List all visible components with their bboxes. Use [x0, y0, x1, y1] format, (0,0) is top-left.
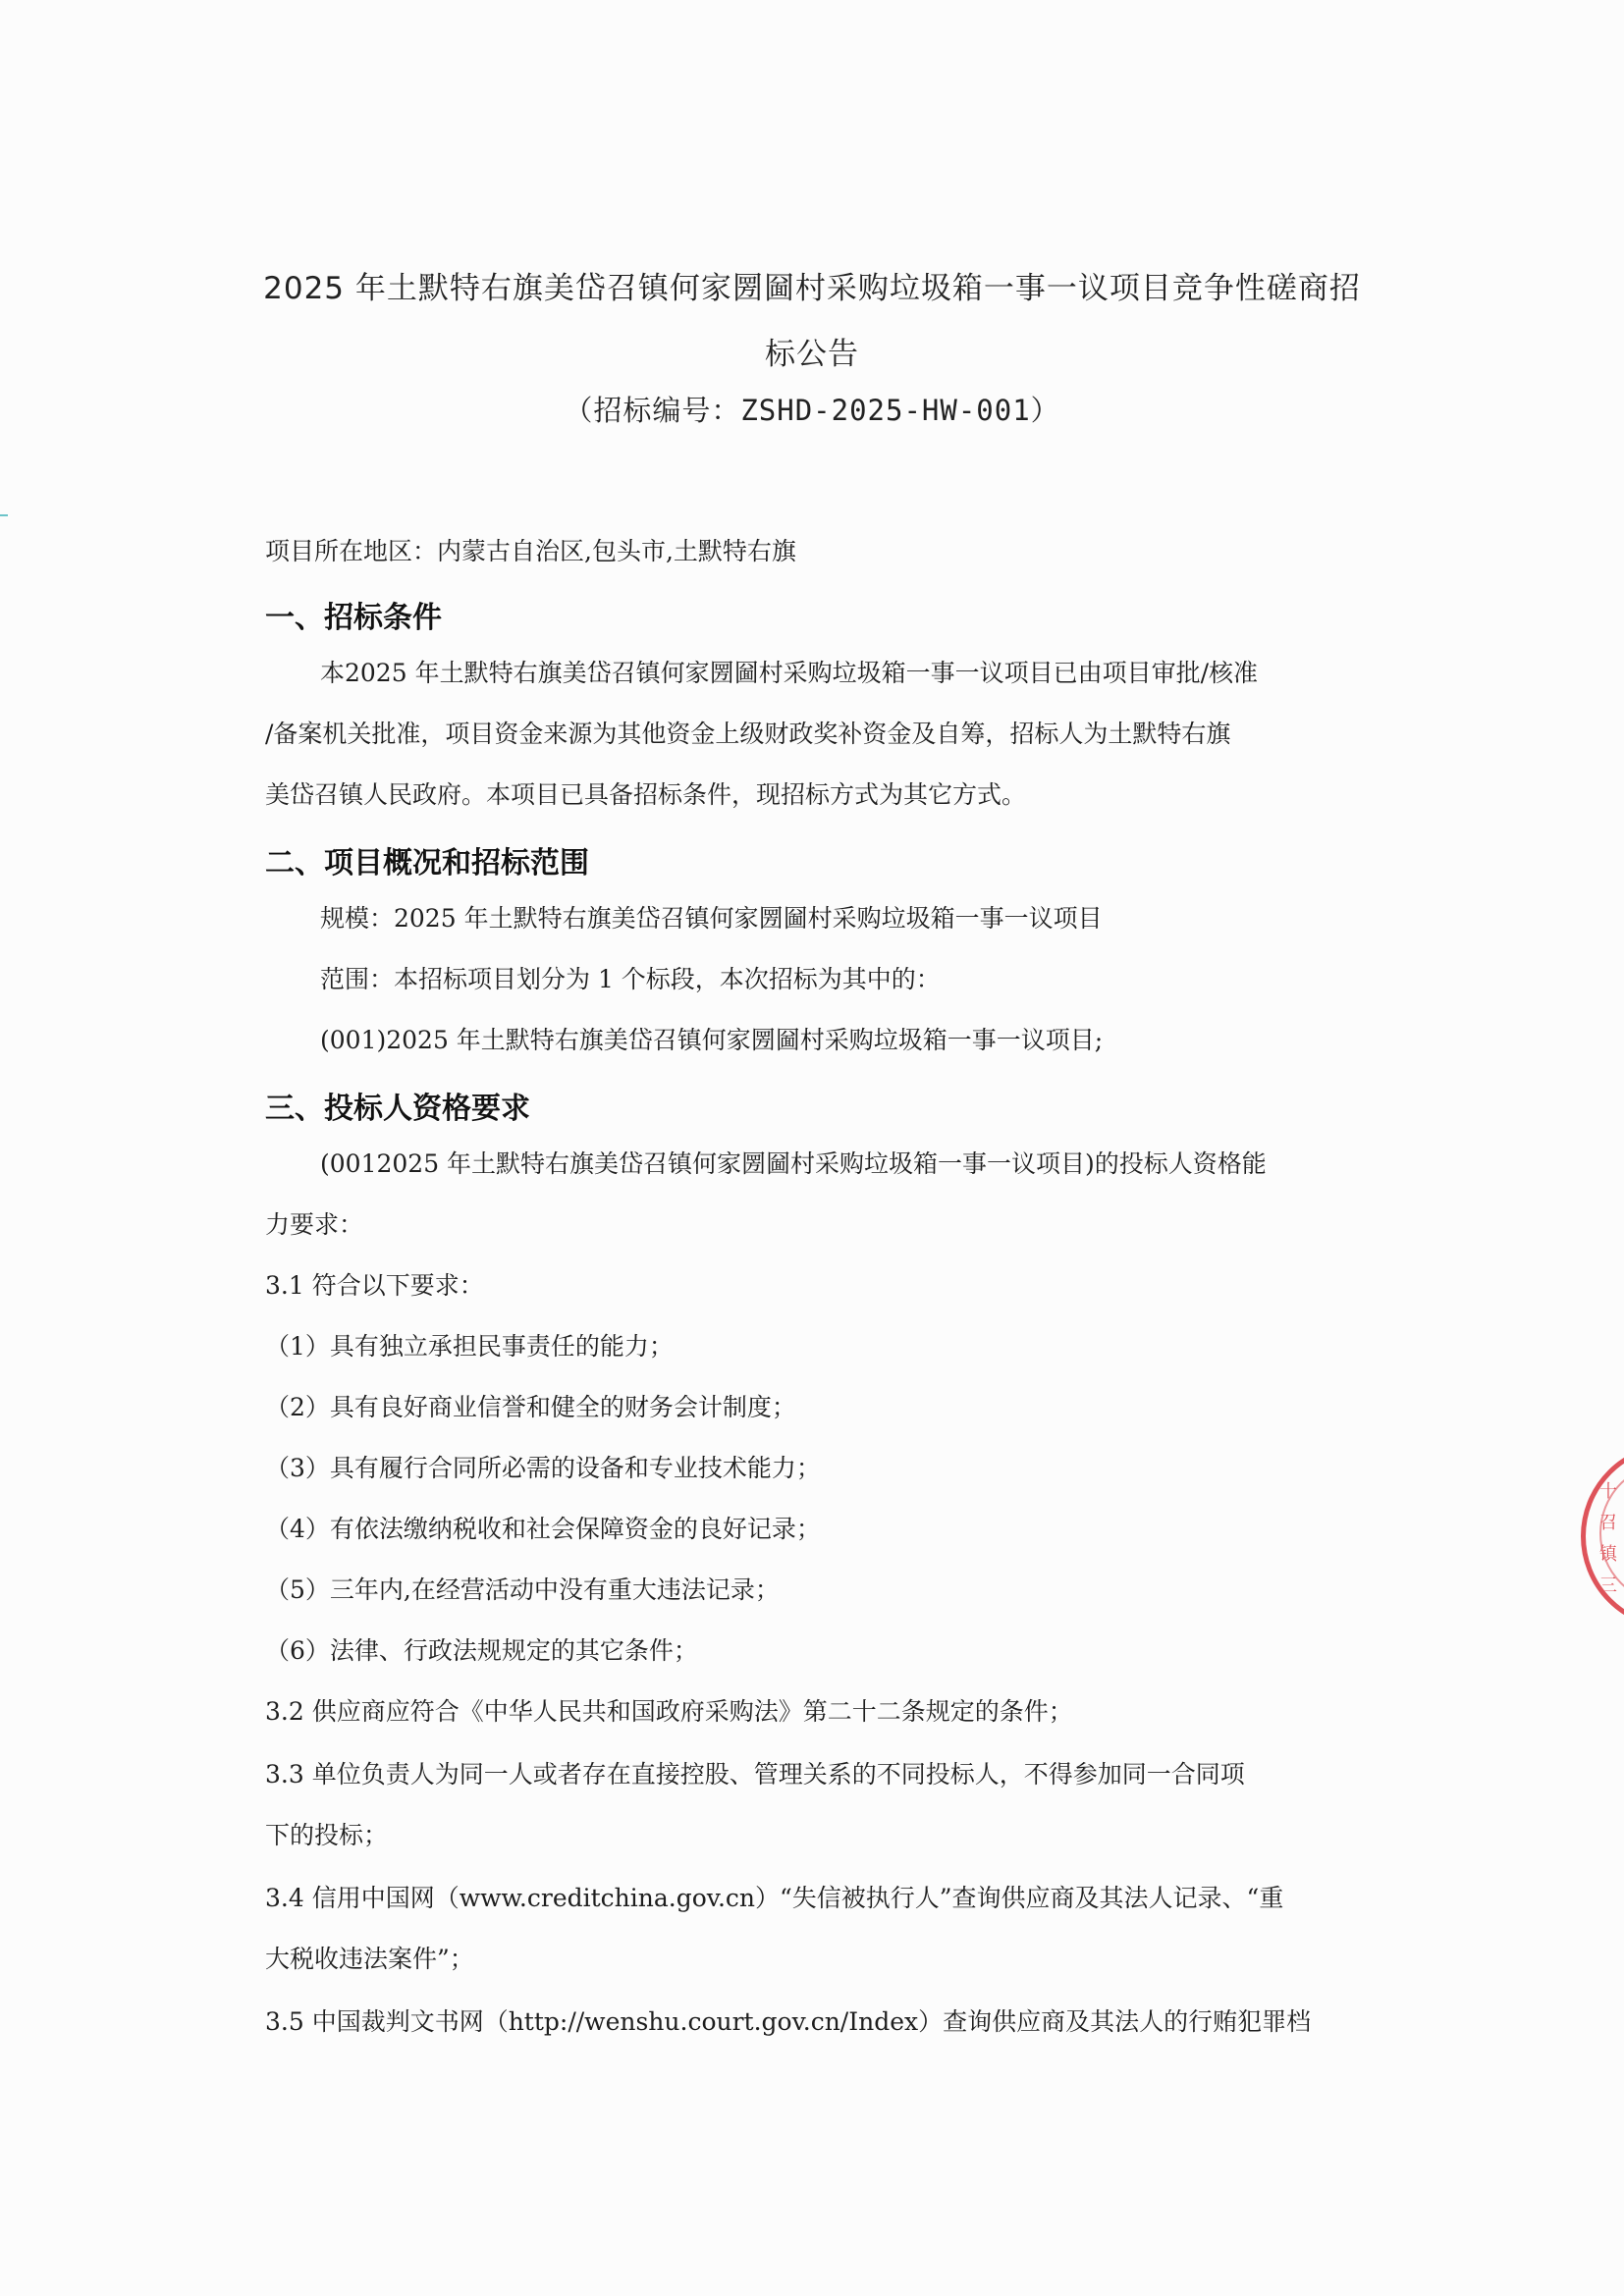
- requirement-item: （6）法律、行政法规规定的其它条件；: [265, 1636, 698, 1665]
- section2-scope: 范围：本招标项目划分为 1 个标段，本次招标为其中的：: [320, 965, 941, 993]
- section1-para-line3: 美岱召镇人民政府。本项目已具备招标条件，现招标方式为其它方式。: [265, 780, 1027, 809]
- section2-heading: 二、项目概况和招标范围: [265, 846, 589, 881]
- requirement-3-3-line1: 3.3 单位负责人为同一人或者存在直接控股、管理关系的不同投标人，不得参加同一合同项: [265, 1760, 1245, 1789]
- document-title-line2: 标公告: [765, 337, 859, 372]
- section1-para-line2: /备案机关批准，项目资金来源为其他资金上级财政奖补资金及自筹，招标人为土默特右旗: [265, 720, 1231, 748]
- seal-glyph: 十: [1599, 1481, 1617, 1502]
- section1-para-line1: 本2025 年土默特右旗美岱召镇何家圐圙村采购垃圾箱一事一议项目已由项目审批/核准: [320, 659, 1258, 687]
- scan-mark: [0, 514, 8, 516]
- document-title-line1: 2025 年土默特右旗美岱召镇何家圐圙村采购垃圾箱一事一议项目竞争性磋商招: [263, 271, 1361, 306]
- requirement-item: （1）具有独立承担民事责任的能力；: [265, 1332, 674, 1361]
- requirement-item: （2）具有良好商业信誉和健全的财务会计制度；: [265, 1393, 796, 1421]
- section3-intro-line1: (0012025 年土默特右旗美岱召镇何家圐圙村采购垃圾箱一事一议项目)的投标人资格能: [320, 1149, 1267, 1178]
- requirement-3-5-line1: 3.5 中国裁判文书网（http://wenshu.court.gov.cn/Index）查询供应商及其法人的行贿犯罪档: [265, 2007, 1312, 2036]
- official-seal-stamp: [1581, 1443, 1624, 1629]
- seal-glyph: 三: [1599, 1575, 1617, 1596]
- section3-intro-line2: 力要求：: [265, 1210, 364, 1239]
- requirement-item: （3）具有履行合同所必需的设备和专业技术能力；: [265, 1454, 821, 1482]
- requirement-3-1: 3.1 符合以下要求：: [265, 1271, 484, 1300]
- requirement-3-2: 3.2 供应商应符合《中华人民共和国政府采购法》第二十二条规定的条件；: [265, 1697, 1073, 1726]
- requirement-item: （4）有依法缴纳税收和社会保障资金的良好记录；: [265, 1515, 821, 1543]
- section3-heading: 三、投标人资格要求: [265, 1092, 530, 1126]
- section2-lot: (001)2025 年土默特右旗美岱召镇何家圐圙村采购垃圾箱一事一议项目;: [320, 1026, 1104, 1054]
- project-location: 项目所在地区：内蒙古自治区,包头市,土默特右旗: [265, 537, 796, 565]
- bid-number: （招标编号：ZSHD-2025-HW-001）: [564, 394, 1060, 427]
- seal-glyph: 召: [1599, 1513, 1617, 1533]
- requirement-3-3-line2: 下的投标；: [265, 1821, 389, 1849]
- section1-heading: 一、招标条件: [265, 601, 442, 635]
- requirement-3-4-line2: 大税收违法案件”；: [265, 1945, 474, 1973]
- seal-glyph: 镇: [1599, 1544, 1617, 1565]
- requirement-3-4-line1: 3.4 信用中国网（www.creditchina.gov.cn）“失信被执行人”查询供应商及其法人记录、“重: [265, 1884, 1284, 1912]
- requirement-item: （5）三年内,在经营活动中没有重大违法记录；: [265, 1575, 780, 1604]
- section2-scale: 规模：2025 年土默特右旗美岱召镇何家圐圙村采购垃圾箱一事一议项目: [320, 904, 1103, 933]
